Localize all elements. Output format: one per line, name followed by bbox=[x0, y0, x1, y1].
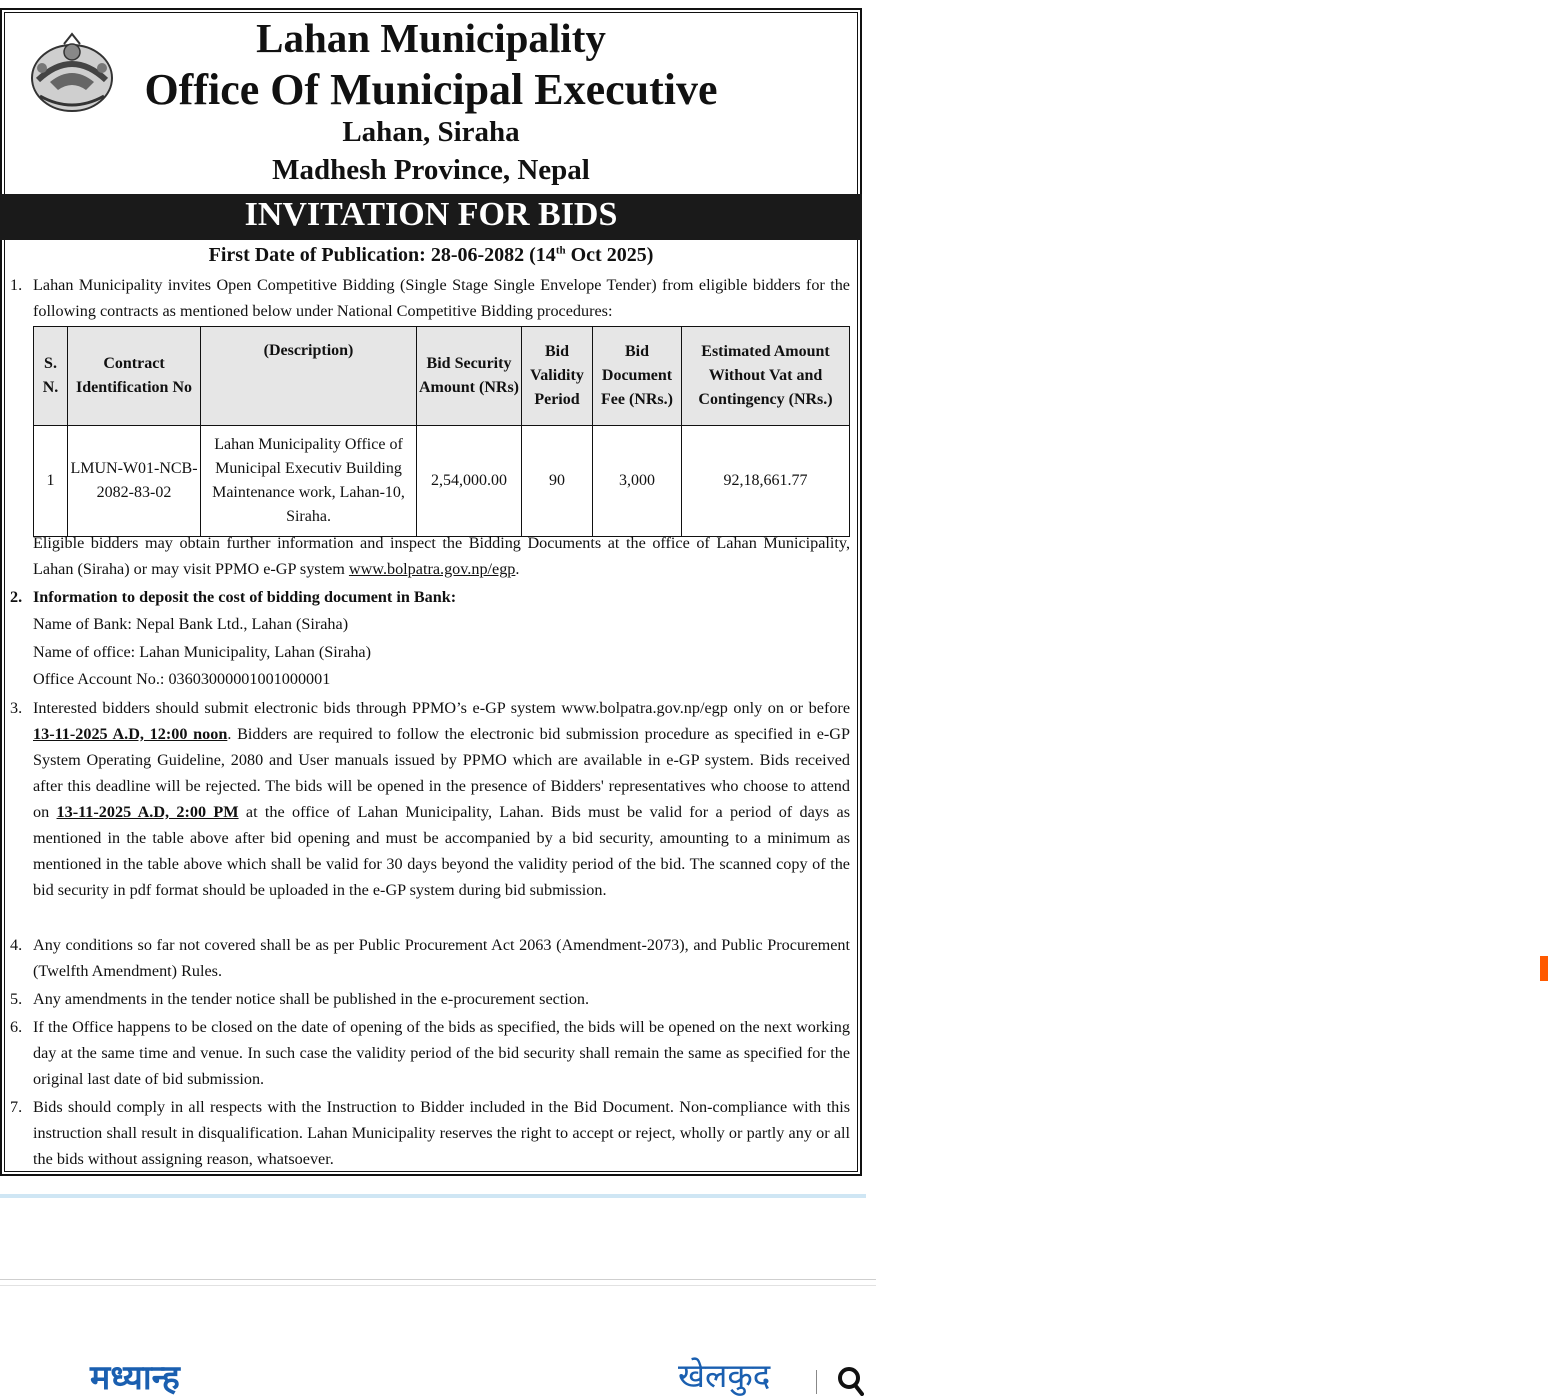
publication-date-sup: th bbox=[555, 244, 566, 257]
item3-part1: Interested bidders should submit electronic bids through PPMO’s e-GP system www.bolpatra.gov.np/egp only on or before bbox=[33, 699, 850, 717]
opening-date: 13-11-2025 A.D, 2:00 PM bbox=[56, 803, 239, 821]
col-contract-id: Contract Identification No bbox=[68, 327, 201, 426]
item3-text bbox=[33, 695, 850, 903]
eligible-end: . bbox=[515, 560, 520, 578]
divider bbox=[0, 1194, 866, 1198]
divider bbox=[0, 1279, 876, 1280]
bid-table-header-row bbox=[34, 327, 850, 426]
divider bbox=[816, 1370, 817, 1394]
publication-date bbox=[0, 244, 862, 267]
office-province: Madhesh Province, Nepal bbox=[272, 154, 590, 186]
item-number: 6. bbox=[10, 1018, 23, 1036]
item3-part3: at the office of Lahan Municipality, Lahan. Bids must be valid for a period of days as mentioned in the table above after bid opening and must be accompanied by a bid security, amounting to a minimum as mentioned in the table above which shall be valid for 30 days beyond the validity period of the bid. The scanned copy of the bid security in pdf format should be uploaded in the e-GP system during bid submission. bbox=[33, 803, 850, 899]
site-logo[interactable]: मध्यान्ह bbox=[90, 1358, 180, 1398]
item6-text: If the Office happens to be closed on the date of opening of the bids as specified, the bids will be opened on the next working day at the same time and venue. In such case the validity period of the bid security shall remain the same as specified for the original last date of bid submission. bbox=[33, 1018, 850, 1088]
col-doc-fee: Bid Document Fee (NRs.) bbox=[593, 327, 682, 426]
item2-title: Information to deposit the cost of bidding document in Bank: bbox=[33, 588, 457, 606]
table-row bbox=[34, 426, 850, 537]
col-bid-security: Bid Security Amount (NRs) bbox=[417, 327, 522, 426]
item-number: 4. bbox=[10, 936, 23, 954]
publication-date-end: Oct 2025) bbox=[565, 244, 654, 266]
col-sn: S. N. bbox=[34, 327, 68, 426]
cell-description: Lahan Municipality Office of Municipal Executiv Building Maintenance work, Lahan-10, Siraha. bbox=[201, 426, 417, 537]
item4-text: Any conditions so far not covered shall be as per Public Procurement Act 2063 (Amendment-2073), and Public Procurement (Twelfth Amendment) Rules. bbox=[33, 936, 850, 980]
cell-contract-id: LMUN-W01-NCB-2082-83-02 bbox=[68, 426, 201, 537]
col-bid-validity: Bid Validity Period bbox=[522, 327, 593, 426]
eligible-text bbox=[33, 530, 850, 582]
scroll-indicator[interactable] bbox=[1540, 956, 1548, 981]
cell-sn: 1 bbox=[34, 426, 68, 537]
eligible-body: Eligible bidders may obtain further information and inspect the Bidding Documents at the office of Lahan Municipality, Lahan (Siraha) or may visit PPMO e-GP system bbox=[33, 534, 850, 578]
publication-date-main: First Date of Publication: 28-06-2082 (14 bbox=[208, 244, 556, 266]
divider bbox=[0, 1285, 876, 1286]
item-number: 7. bbox=[10, 1098, 23, 1116]
bid-table bbox=[33, 326, 850, 537]
bank-name: Name of Bank: Nepal Bank Ltd., Lahan (Siraha) bbox=[33, 615, 349, 633]
office-location: Lahan, Siraha bbox=[342, 116, 520, 148]
account-number: Office Account No.: 03603000001001000001 bbox=[33, 670, 331, 688]
cell-bid-security: 2,54,000.00 bbox=[417, 426, 522, 537]
cell-doc-fee: 3,000 bbox=[593, 426, 682, 537]
item-number: 1. bbox=[10, 276, 23, 294]
cell-estimate: 92,18,661.77 bbox=[682, 426, 850, 537]
cell-bid-validity: 90 bbox=[522, 426, 593, 537]
municipality-title: Lahan Municipality bbox=[256, 15, 606, 61]
banner-title: INVITATION FOR BIDS bbox=[244, 196, 618, 233]
submission-deadline: 13-11-2025 A.D, 12:00 noon bbox=[33, 725, 228, 743]
col-description: (Description) bbox=[201, 327, 417, 426]
col-estimate: Estimated Amount Without Vat and Contingency (NRs.) bbox=[682, 327, 850, 426]
item-number: 3. bbox=[10, 699, 23, 717]
egp-link[interactable]: www.bolpatra.gov.np/egp bbox=[348, 560, 516, 578]
item-number: 2. bbox=[10, 588, 23, 606]
office-name: Name of office: Lahan Municipality, Lahan (Siraha) bbox=[33, 643, 372, 661]
item1-text: Lahan Municipality invites Open Competitive Bidding (Single Stage Single Envelope Tender) from eligible bidders for the following contracts as mentioned below under National Competitive Bidding procedures: bbox=[33, 276, 850, 320]
item7-text: Bids should comply in all respects with the Instruction to Bidder included in the Bid Document. Non-compliance with this instruction shall result in disqualification. Lahan Municipality reserves the right to accept or reject, wholly or partly any or all the bids without assigning reason, whatsoever. bbox=[33, 1098, 850, 1168]
item-number: 5. bbox=[10, 990, 23, 1008]
search-icon[interactable] bbox=[836, 1366, 864, 1396]
item3-part2: . Bidders are required to follow the electronic bid submission procedure as specified in e-GP System Operating Guideline, 2080 and User manuals issued by PPMO which are available in e-GP system. Bids received after this deadline will be rejected. The bids will be opened in the presence of Bidders' representatives who choose to attend on bbox=[33, 725, 850, 821]
sports-section-link[interactable]: खेलकुद bbox=[678, 1356, 771, 1395]
office-title: Office Of Municipal Executive bbox=[144, 65, 718, 114]
item5-text: Any amendments in the tender notice shall be published in the e-procurement section. bbox=[33, 990, 590, 1008]
